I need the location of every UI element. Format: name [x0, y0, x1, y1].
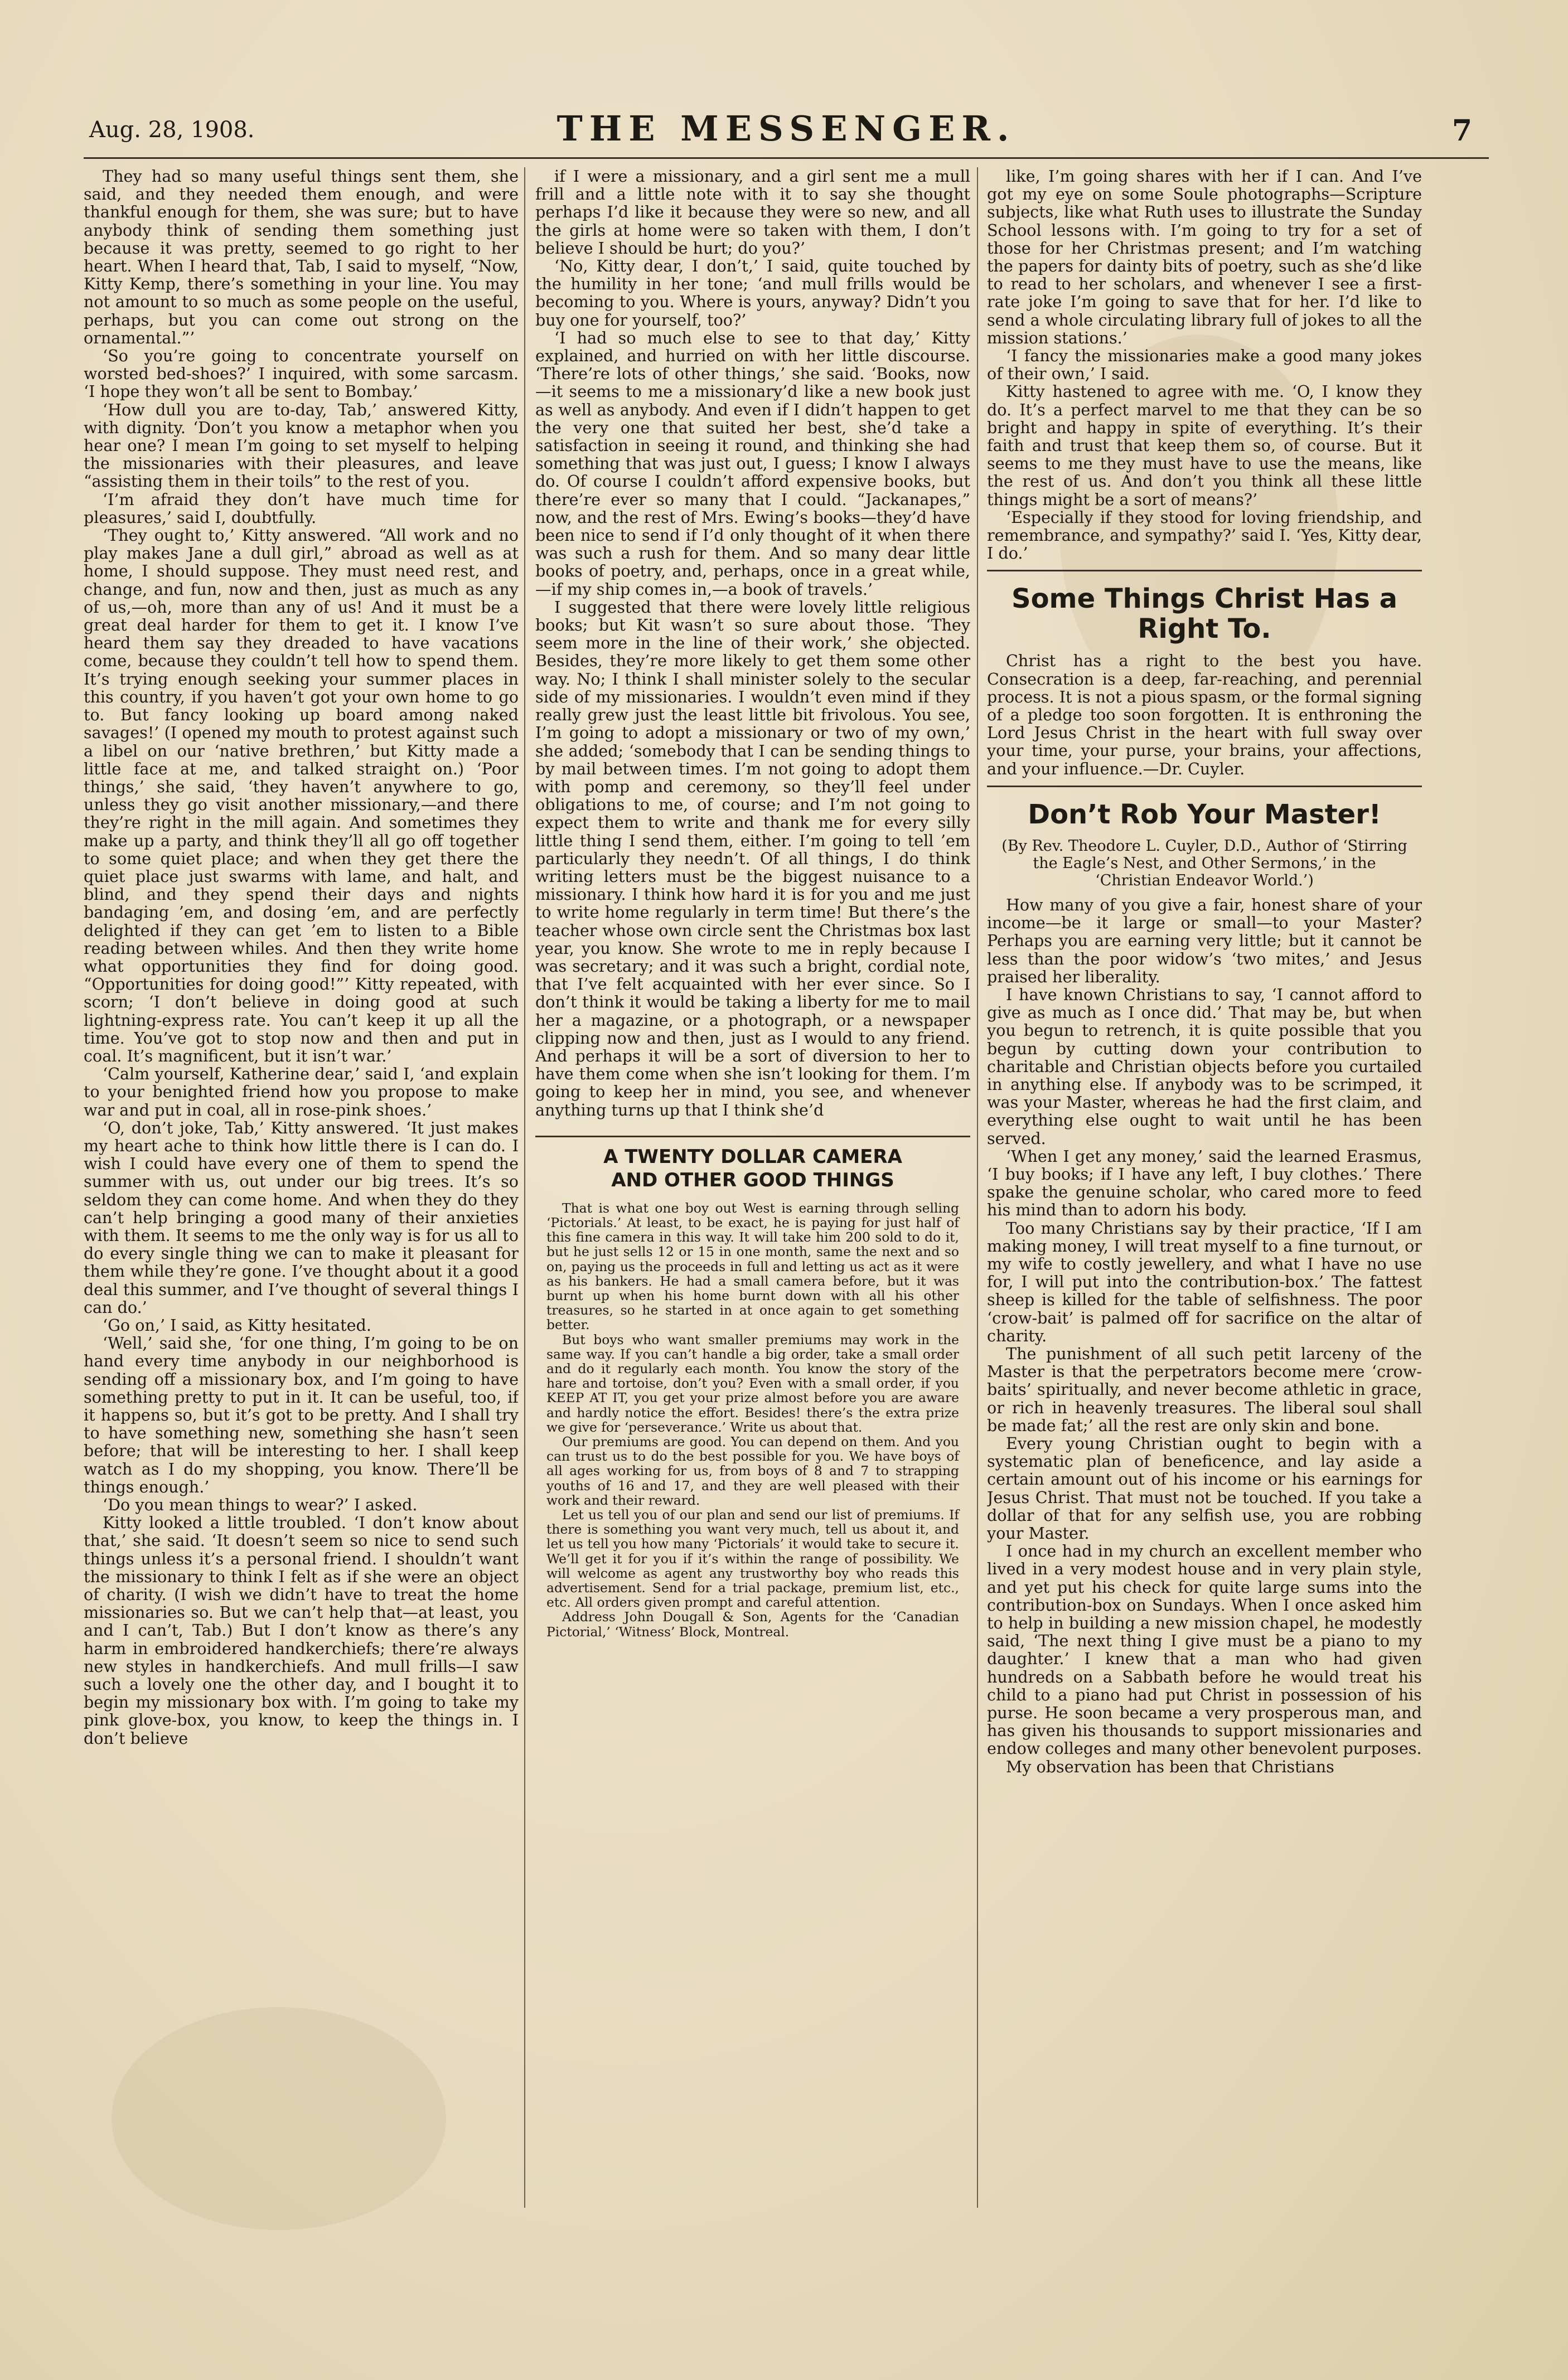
- ad-title-line-2: AND OTHER GOOD THINGS: [611, 1169, 894, 1191]
- article-paragraph: How many of you give a fair, honest share of your income—be it large or small—to your Master? Perhaps you are earning very little; but it cannot be less than the poor widow’s ‘two mites,’ and Jesus praised her liberality.: [987, 895, 1422, 986]
- advertisement-body: [535, 1201, 970, 1639]
- ad-paragraph: Let us tell you of our plan and send our list of premiums. If there is something you want very much, tell us about it, and let us tell you how many ‘Pictorials’ it would take to secure it. We’ll get it for you if it’s within the range of possibility. We will welcome as agent any trustworthy boy who reads this advertisement. Send for a trial package, premium list, etc., etc. All orders given prompt and careful attention.: [546, 1507, 959, 1611]
- story-paragraph: ‘They ought to,’ Kitty answered. “All work and no play makes Jane a dull girl,” abroad as well as at home, I should suppose. They must need rest, and change, and fun, now and then, just as much as any of us,—oh, more than any of us! And it must be a great deal harder for them to get it. I know I’ve heard them say they dreaded to have vacations come, because they couldn’t tell how to spend them. It’s trying enough seeking your summer places in this country, if you haven’t got your own home to go to. But fancy looking up board among naked savages!’ (I opened my mouth to protest against such a libel on our ‘native brethren,’ but Kitty made a little face at me, and talked straight on.) ‘Poor things,’ she said, ‘they haven’t anywhere to go, unless they go visit another missionary,—and there they’re right in the mill again. And sometimes they make up a party, and think they’ll all go off together to some quiet place; and when they get there the quiet place just swarms with lame, and halt, and blind, and they spend their days and nights bandaging ’em, and dosing ’em, and are perfectly delighted if they can get ’em to listen to a Bible reading between whiles. And then they write home what opportunities they find for doing good. “Opportunities for doing good!”’ Kitty repeated, with scorn; ‘I don’t believe in doing good at such lightning-express rate. You can’t keep it up all the time. You’ve got to stop now and then and put in coal. It’s magnificent, but it isn’t war.’: [84, 526, 519, 1065]
- ad-paragraph: Our premiums are good. You can depend on them. And you can trust us to do the best possible for you. We have boys of all ages working for us, from boys of 8 and 7 to strapping youths of 16 and 17, and they are well pleased with their work and their reward.: [546, 1434, 959, 1508]
- story-paragraph: ‘So you’re going to concentrate yourself on worsted bed-shoes?’ I inquired, with some sarcasm. ‘I hope they won’t all be sent to Bombay.’: [84, 346, 519, 401]
- story-paragraph: ‘Do you mean things to wear?’ I asked.: [103, 1495, 418, 1515]
- article-title: Don’t Rob Your Master!: [1028, 798, 1381, 830]
- advertisement-title: [535, 1145, 970, 1192]
- story-paragraph: ‘Well,’ said she, ‘for one thing, I’m going to be on hand every time anybody in our neighborhood is sending off a missionary box, and I’m going to have something pretty to put in it. It can be useful, too, if it happens so, but it’s got to be pretty. And I shall try to have something new, something she hasn’t seen before; that will be interesting to her. I shall keep watch as I do my shopping, you know. There’ll be things enough.’: [84, 1334, 519, 1496]
- page-number: 7: [1451, 114, 1472, 148]
- story-paragraph: like, I’m going shares with her if I can. And I’ve got my eye on some Soule photographs—Scripture subjects, like what Ruth uses to illustrate the Sunday School lessons with. I’m going to try for a set of those for her Christmas present; and I’m watching the papers for dainty bits of poetry, such as she’d like to read to her scholars, and whenever I see a first-rate joke I’m going to save that for her. I’d like to send a whole circulating library full of jokes to all the mission stations.’: [987, 167, 1422, 347]
- ad-address: Address John Dougall & Son, Agents for the ‘Canadian Pictorial,’ ‘Witness’ Block, Montreal.: [546, 1609, 959, 1640]
- story-paragraph: ‘I fancy the missionaries make a good many jokes of their own,’ I said.: [987, 346, 1422, 384]
- article-paragraph: ‘When I get any money,’ said the learned Erasmus, ‘I buy books; if I have any left, I buy clothes.’ There spake the genuine scholar, who cared more to feed his mind than to adorn his body.: [987, 1146, 1422, 1220]
- section-rule: [535, 1136, 970, 1137]
- story-paragraph: Kitty hastened to agree with me. ‘O, I know they do. It’s a perfect marvel to me that they can be so bright and happy in spite of everything. It’s their faith and trust that keep them so, of course. But it seems to me they must have to use the means, like the rest of us. And don’t you think all these little things might be a sort of means?’: [987, 382, 1422, 509]
- column-3: [987, 167, 1422, 2219]
- story-paragraph: They had so many useful things sent them, she said, and they needed them enough, and were thankful enough for them, she was sure; but to have anybody think of sending them something just because it was pretty, seemed to go right to her heart. When I heard that, Tab, I said to myself, “Now, Kitty Kemp, there’s something in your line. You may not amount to so much as some people on the useful, perhaps, but you can come out strong on the ornamental.”’: [84, 167, 519, 347]
- article-paragraph: I have known Christians to say, ‘I cannot afford to give as much as I once did.’ That may be, but when you begun to retrench, it is quite possible that you begun by cutting down your contribution to charitable and Christian objects before you curtailed in anything else. If anybody was to be scrimped, it was your Master, whereas he had the first claim, and everything else ought to wait until he has been served.: [987, 985, 1422, 1148]
- story-paragraph: ‘I had so much else to see to that day,’ Kitty explained, and hurried on with her little discourse. ‘There’re lots of other things,’ she said. ‘Books, now—it seems to me a missionary’d like a new book just as well as anybody. And even if I didn’t happen to get the very one that suited her best, she’d take a satisfaction in seeing it round, and thinking she had something that was just out, I guess; I know I always do. Of course I couldn’t afford expensive books, but there’re ever so many that I could. “Jackanapes,” now, and the rest of Mrs. Ewing’s books—they’d have been nice to send if I’d only thought of it when there was such a rush for them. And so many dear little books of poetry, and, perhaps, once in a great while,—if my ship comes in,—a book of travels.’: [535, 328, 970, 599]
- issue-date: Aug. 28, 1908.: [89, 117, 255, 143]
- article-paragraph: Christ has a right to the best you have. Consecration is a deep, far-reaching, and perennial process. It is not a pious spasm, or the formal signing of a pledge too soon forgotten. It is enthroning the Lord Jesus Christ in the heart with full sway over your time, your purse, your brains, your affections, and your influence.—Dr. Cuyler.: [987, 651, 1422, 778]
- page-header: [84, 106, 1489, 156]
- column-divider: [977, 167, 978, 2208]
- story-paragraph: ‘Calm yourself, Katherine dear,’ said I, ‘and explain to your benighted friend how you propose to make war and put in coal, all in rose-pink shoes.’: [84, 1064, 519, 1119]
- story-paragraph: ‘How dull you are to-day, Tab,’ answered Kitty, with dignity. ‘Don’t you know a metaphor when you hear one? I mean I’m going to set myself to helping the missionaries with their pleasures, and leave “assisting them in their toils” to the rest of you.: [84, 400, 519, 491]
- story-paragraph: I suggested that there were lovely little religious books; but Kit wasn’t so sure about those. ‘They seem more in the line of their work,’ she objected. Besides, they’re more likely to get them some other way. No; I think I shall minister solely to the secular side of my missionaries. I wouldn’t even mind if they really grew just the least little bit frivolous. You see, I’m going to adopt a missionary or two of my own,’ she added; ‘somebody that I can be sending things to by mail between times. I’m not going to adopt them with pomp and ceremony, so they’ll feel under obligations to me, of course; and I’m not going to expect them to write and thank me for every silly little thing I send them, either. I’m going to tell ’em particularly they needn’t. Of all things, I do think writing letters must be the biggest nuisance to a missionary. I think how hard it is for you and me just to write home regularly in term time! But there’s the teacher whose own circle sent the Christmas box last year, you know. She wrote to me in reply because I was secretary; and it was such a bright, cordial note, that I’ve felt acquainted with her ever since. So I don’t think it would be taking a liberty for me to mail her a magazine, or a photograph, or a newspaper clipping now and then, just as I would to any friend. And perhaps it will be a sort of diversion to her to have them come when she isn’t looking for them. I’m going to keep her in mind, you see, and whenever anything turns up that I think she’d: [535, 597, 970, 1119]
- section-rule: [987, 786, 1422, 787]
- masthead-title: THE MESSENGER.: [556, 108, 1016, 149]
- article-paragraph: Every young Christian ought to begin with a systematic plan of beneficence, and lay aside a certain amount out of his income or his earnings for Jesus Christ. That must not be touched. If you take a dollar of that for any selfish use, you are robbing your Master.: [987, 1433, 1422, 1543]
- story-paragraph: if I were a missionary, and a girl sent me a mull frill and a little note with it to say she thought perhaps I’d like it because they were so new, and all the girls at home were so taken with them, I don’t believe I should be hurt; do you?’: [535, 167, 970, 258]
- story-paragraph: ‘No, Kitty dear, I don’t,’ I said, quite touched by the humility in her tone; ‘and mull frills would be becoming to you. Where is yours, anyway? Didn’t you buy one for yourself, too?’: [535, 256, 970, 329]
- story-paragraph: ‘I’m afraid they don’t have much time for pleasures,’ said I, doubtfully.: [84, 489, 519, 527]
- article-paragraph: My observation has been that Christians: [1006, 1757, 1334, 1776]
- article-paragraph: The punishment of all such petit larceny of the Master is that the perpetrators become mere ‘crow-baits’ spiritually, and never become athletic in grace, or rich in heavenly treasures. The liberal soul shall be made fat;’ all the rest are only skin and bone.: [987, 1344, 1422, 1435]
- ad-title-line-1: A TWENTY DOLLAR CAMERA: [603, 1145, 902, 1168]
- article-title-line-2: Right To.: [1138, 613, 1271, 645]
- section-rule: [987, 570, 1422, 571]
- story-paragraph: Kitty looked a little troubled. ‘I don’t know about that,’ she said. ‘It doesn’t seem so nice to send such things unless it’s a personal friend. I shouldn’t want the missionary to think I felt as if she were an object of charity. (I wish we didn’t have to treat the home missionaries so. But we can’t help that—at least, you and I can’t, Tab.) But I don’t know as there’s any harm in embroidered handkerchiefs; there’re always new styles in handkerchiefs. And mull frills—I saw such a lovely one the other day, and I bought it to begin my missionary box with. I’m going to take my pink glove-box, you know, to keep the things in. I don’t believe: [84, 1513, 519, 1748]
- story-paragraph: ‘Especially if they stood for loving friendship, and remembrance, and sympathy?’ said I. ‘Yes, Kitty dear, I do.’: [987, 507, 1422, 563]
- story-paragraph: ‘Go on,’ I said, as Kitty hesitated.: [103, 1316, 371, 1335]
- header-rule: [84, 157, 1489, 159]
- column-1: [84, 167, 519, 2219]
- ad-paragraph: That is what one boy out West is earning through selling ‘Pictorials.’ At least, to be exact, he is paying for just half of this fine camera in this way. It will take him 200 sold to do it, but he just sells 12 or 15 in one month, same the next and so on, paying us the proceeds in full and letting us act as it were as his bankers. He had a small camera before, but it was burnt up when his home burnt down with all his other treasures, so he started in at once again to get something better.: [546, 1200, 959, 1333]
- article-title-line-1: Some Things Christ Has a: [1012, 583, 1397, 615]
- column-divider: [524, 167, 525, 2208]
- article-byline: (By Rev. Theodore L. Cuyler, D.D., Author of ‘Stirring the Eagle’s Nest, and Other Sermons,’ in the ‘Christian Endeavor World.’): [1001, 837, 1407, 889]
- article-paragraph: Too many Christians say by their practice, ‘If I am making money, I will treat myself to a fine turnout, or my wife to costly jewellery, and what I have no use for, I will put into the contribution-box.’ The fattest sheep is killed for the table of selfishness. The poor ‘crow-bait’ is palmed off for sacrifice on the altar of charity.: [987, 1218, 1422, 1345]
- ad-paragraph: But boys who want smaller premiums may work in the same way. If you can’t handle a big order, take a small order and do it regularly each month. You know the story of the hare and tortoise, don’t you? Even with a small order, if you KEEP AT IT, you get your prize almost before you are aware and hardly notice the effort. Besides! there’s the extra prize we give for ‘perseverance.’ Write us about that.: [546, 1331, 959, 1435]
- article-paragraph: I once had in my church an excellent member who lived in a very modest house and in very plain style, and yet put his check for quite large sums into the contribution-box on Sundays. When I once asked him to help in building a new mission chapel, he modestly said, ‘The next thing I give must be a piano to my daughter.’ I knew that a man who had given hundreds on a Sabbath before he would treat his child to a piano had put Christ in possession of his purse. He soon became a very prosperous man, and has given his thousands to support missionaries and endow colleges and many other benevolent purposes.: [987, 1542, 1422, 1758]
- column-2: [535, 167, 970, 2219]
- article-title: [987, 584, 1422, 644]
- story-paragraph: ‘O, don’t joke, Tab,’ Kitty answered. ‘It just makes my heart ache to think how little there is I can do. I wish I could have every one of them to spend the summer with us, out under our big trees. It’s so seldom they can come home. And when they do they can’t help bringing a good many of their anxieties with them. It seems to me the only way is for us all to do every single thing we can to make it pleasant for them while they’re gone. I’ve thought about it a good deal this summer, and I’ve thought of several things I can do.’: [84, 1118, 519, 1317]
